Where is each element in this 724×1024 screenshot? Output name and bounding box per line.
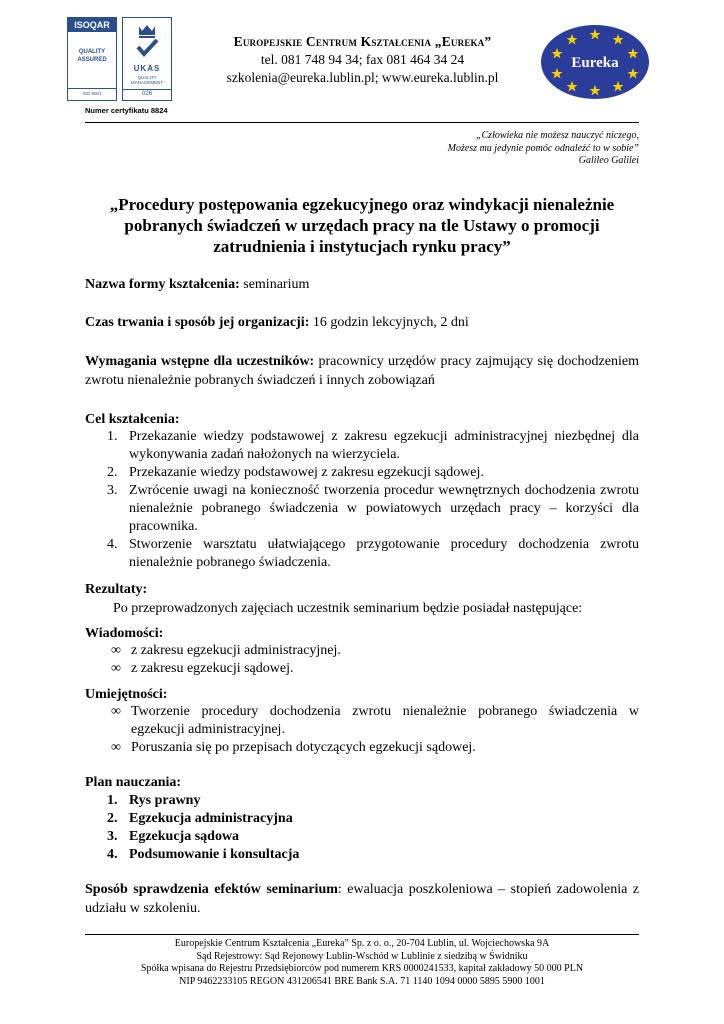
requirements	[85, 352, 639, 390]
duration	[85, 313, 639, 332]
list-item: ∞ Tworzenie procedury dochodzenia zwrotu nienależnie pobranego świadczenia w egzekucji administracyjnej.	[111, 704, 639, 737]
list-item: ∞ Poruszania się po przepisach dotyczących egzekucji sądowej.	[111, 740, 476, 755]
skills-list	[85, 703, 639, 757]
company-email-web: szkolenia@eureka.lublin.pl; www.eureka.lublin.pl	[226, 70, 499, 85]
company-phone-fax: tel. 081 748 94 34; fax 081 464 34 24	[260, 52, 465, 67]
quote	[448, 130, 639, 168]
list-item: ∞ z zakresu egzekucji sądowej.	[111, 661, 294, 676]
document-title: „Procedury postępowania egzekucyjnego oraz windykacji nienależnie pobranych świadczeń w urzędach pracy na tle Ustawy o promocji zatrudnienia i instytucjach rynku pracy”	[109, 195, 615, 256]
quote-author: Galileo Galilei	[578, 155, 639, 166]
knowledge-list	[85, 642, 639, 678]
evaluation	[85, 880, 639, 918]
list-item: 4. Podsumowanie i konsultacja	[107, 847, 300, 862]
list-item: ∞ z zakresu egzekucji administracyjnej.	[111, 643, 341, 658]
isoqar-quality-text: QUALITY ASSURED	[77, 49, 107, 63]
list-item: 2. Przekazanie wiedzy podstawowej z zakresu egzekucji sądowej.	[107, 465, 484, 480]
company-header	[190, 34, 535, 86]
isoqar-logo	[67, 17, 117, 101]
plan-heading: Plan nauczania:	[85, 775, 182, 790]
list-item: 4. Stworzenie warsztatu ułatwiającego przygotowanie procedury dochodzenia zwrotu nienależnie pobranego świadczenia.	[107, 537, 639, 570]
form-of-training	[85, 275, 639, 294]
ukas-quality-text: QUALITY MANAGEMENT	[130, 75, 164, 85]
goal-list	[85, 428, 639, 572]
ukas-brand: UKAS	[133, 64, 161, 73]
quote-line-1: „Człowieka nie możesz nauczyć niczego,	[475, 130, 639, 141]
skills-heading: Umiejętności:	[85, 687, 168, 702]
company-name: Europejskie Centrum Kształcenia „Eureka”	[233, 34, 492, 49]
duration-value: 16 godzin lekcyjnych, 2 dni	[309, 315, 469, 330]
footer-line-1: Europejskie Centrum Kształcenia „Eureka” Sp. z o. o., 20-704 Lublin, ul. Wojciechowska 9A	[174, 938, 550, 949]
header-divider	[85, 122, 639, 123]
crown-tick-icon	[133, 22, 161, 62]
certificate-number: Numer certyfikatu 8824	[85, 106, 168, 115]
isoqar-brand: ISOQAR	[68, 18, 116, 32]
requirements-label: Wymagania wstępne dla uczestników:	[85, 354, 315, 369]
evaluation-label: Sposób sprawdzenia efektów seminarium	[85, 882, 338, 897]
bullet-icon: ∞	[111, 643, 121, 658]
isoqar-iso-text: ISO 9001	[68, 88, 116, 96]
form-label: Nazwa formy kształcenia:	[85, 277, 240, 292]
footer	[85, 938, 639, 988]
list-item: 1. Rys prawny	[107, 793, 201, 808]
list-item: 1. Przekazanie wiedzy podstawowej z zakresu egzekucji administracyjnej niezbędnej dla wykonywania zadań nałożonych na wierzyciela.	[107, 429, 639, 462]
quote-line-2: Możesz mu jedynie pomóc odnaleźć to w sobie”	[447, 142, 639, 154]
footer-divider	[85, 934, 639, 935]
bullet-icon: ∞	[111, 740, 121, 755]
footer-line-2: Sąd Rejestrowy: Sąd Rejonowy Lublin-Wschód w Lublinie z siedzibą w Świdniku	[196, 950, 528, 962]
goal-heading: Cel kształcenia:	[85, 412, 180, 427]
bullet-icon: ∞	[111, 661, 121, 676]
eureka-logo-text: Eureka	[571, 55, 619, 71]
evaluation-value: : ewaluacja poszkoleniowa – stopień zadowolenia z udziału w szkoleniu.	[85, 882, 639, 916]
plan-list	[85, 792, 639, 864]
duration-label: Czas trwania i sposób jej organizacji:	[85, 315, 310, 330]
eureka-logo	[540, 24, 650, 100]
footer-line-3: Spółka wpisana do Rejestru Przedsiębiorców pod numerem KRS 0000241533, kapitał zakładowy 50 000 PLN	[140, 963, 584, 974]
bullet-icon: ∞	[111, 704, 121, 719]
knowledge-heading: Wiadomości:	[85, 626, 164, 641]
list-item: 2. Egzekucja administracyjna	[107, 811, 293, 826]
results-intro: Po przeprowadzonych zajęciach uczestnik seminarium będzie posiadał następujące:	[113, 601, 583, 616]
results-heading: Rezultaty:	[85, 582, 148, 597]
ukas-logo	[122, 17, 172, 101]
list-item: 3. Zwrócenie uwagi na konieczność tworzenia procedur wewnętrznych dochodzenia zwrotu nienależnie pobranego świadczenia w powiatowych urzędach pracy – korzyści dla pracownika.	[107, 483, 639, 534]
ukas-number: 026	[123, 89, 171, 97]
list-item: 3. Egzekucja sądowa	[107, 829, 240, 844]
form-value: seminarium	[239, 277, 310, 292]
requirements-value: pracownicy urzędów pracy zajmujący się dochodzeniem zwrotu nienależnie pobranych świadczeń i innych zobowiązań	[85, 354, 639, 388]
footer-line-4: NIP 9462233105 REGON 431206541 BRE Bank S.A. 71 1140 1094 0000 5895 5900 1001	[179, 975, 545, 987]
